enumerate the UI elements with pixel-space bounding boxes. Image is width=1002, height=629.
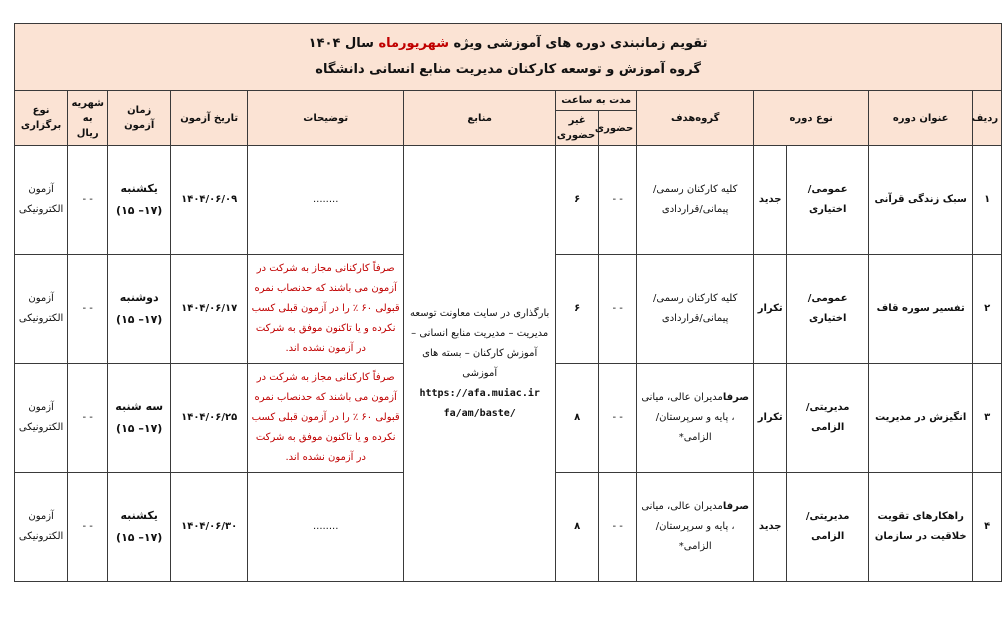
header-duration: مدت به ساعت — [556, 91, 637, 111]
header-online: غیر حضوری — [556, 111, 599, 146]
schedule-sheet — [14, 23, 999, 582]
exam-time-cell — [108, 146, 171, 255]
schedule-table — [14, 23, 1002, 582]
row-number: ۲ — [973, 255, 1002, 364]
exam-date: ۱۴۰۴/۰۶/۱۷ — [171, 255, 248, 364]
hours-in-person: - - — [599, 146, 637, 255]
target-audience — [637, 255, 754, 364]
target-audience — [637, 146, 754, 255]
exam-hours: (۱۷– ۱۵) — [116, 313, 163, 326]
target-audience — [637, 364, 754, 473]
header-exam-type: نوع برگزاری — [15, 91, 68, 146]
header-in-person: حضوری — [599, 111, 637, 146]
exam-day: سه شنبه — [115, 400, 164, 413]
header-source: منابع — [404, 91, 556, 146]
title-line-1 — [18, 31, 998, 57]
exam-day: دوشنبه — [119, 291, 159, 304]
exam-hours: (۱۷– ۱۵) — [116, 422, 163, 435]
notes: صرفاً کارکنانی مجاز به شرکت در آزمون می باشند که حدنصاب نمره قبولی ۶۰ ٪ را در آزمون قبلی کسب نکرده و یا تاکنون موفق به شرکت در آزمون نشده اند. — [248, 364, 404, 473]
notes: ........ — [248, 146, 404, 255]
hours-online: ۶ — [556, 146, 599, 255]
exam-time-cell — [108, 473, 171, 582]
exam-type: آزمون الکترونیکی — [15, 255, 68, 364]
audience-text: کلیه کارکنان رسمی/پیمانی/قراردادی — [653, 293, 738, 324]
exam-date: ۱۴۰۴/۰۶/۳۰ — [171, 473, 248, 582]
exam-type: آزمون الکترونیکی — [15, 364, 68, 473]
course-category: مدیریتی/الزامی — [787, 473, 869, 582]
source-cell — [404, 146, 556, 582]
exam-type: آزمون الکترونیکی — [15, 473, 68, 582]
fee: - - — [68, 364, 108, 473]
course-category: عمومی/اختیاری — [787, 255, 869, 364]
exam-hours: (۱۷– ۱۵) — [116, 204, 163, 217]
exam-time-cell — [108, 255, 171, 364]
hours-in-person: - - — [599, 473, 637, 582]
title-year: سال ۱۴۰۴ — [308, 36, 374, 51]
hours-online: ۸ — [556, 473, 599, 582]
source-link[interactable]: https://afa.muiac.ir fa/am/baste/ — [419, 387, 540, 419]
row-number: ۴ — [973, 473, 1002, 582]
title-month: شهریورماه — [378, 36, 450, 51]
hours-in-person: - - — [599, 255, 637, 364]
course-status: تکرار — [754, 255, 787, 364]
hours-in-person: - - — [599, 364, 637, 473]
course-title: تفسیر سوره قاف — [869, 255, 973, 364]
header-fee: شهریه به ریال — [68, 91, 108, 146]
audience-text: کلیه کارکنان رسمی/پیمانی/قراردادی — [653, 184, 738, 215]
course-title: سبک زندگی قرآنی — [869, 146, 973, 255]
header-row-no: ردیف — [973, 91, 1002, 146]
exam-day: یکشنبه — [120, 509, 158, 522]
target-audience — [637, 473, 754, 582]
course-title: انگیزش در مدیریت — [869, 364, 973, 473]
course-title: راهکارهای تقویت خلاقیت در سازمان — [869, 473, 973, 582]
exam-type: آزمون الکترونیکی — [15, 146, 68, 255]
header-exam-date: تاریخ آزمون — [171, 91, 248, 146]
fee: - - — [68, 146, 108, 255]
exam-date: ۱۴۰۴/۰۶/۰۹ — [171, 146, 248, 255]
hours-online: ۸ — [556, 364, 599, 473]
fee: - - — [68, 255, 108, 364]
audience-text: مدیران عالی، میانی ، پایه و سرپرستان/ الزامی* — [641, 501, 735, 552]
title-prefix: تقویم زمانبندی دوره های آموزشی ویژه — [453, 36, 708, 51]
audience-text: مدیران عالی، میانی ، پایه و سرپرستان/ الزامی* — [641, 392, 735, 443]
table-row — [15, 146, 1002, 255]
title-line-2: گروه آموزش و توسعه کارکنان مدیریت منابع انسانی دانشگاه — [315, 62, 701, 77]
exam-time-cell — [108, 364, 171, 473]
course-status: جدید — [754, 473, 787, 582]
page-title — [15, 24, 1002, 91]
fee: - - — [68, 473, 108, 582]
exam-day: یکشنبه — [120, 182, 158, 195]
exam-hours: (۱۷– ۱۵) — [116, 531, 163, 544]
exam-date: ۱۴۰۴/۰۶/۲۵ — [171, 364, 248, 473]
course-status: تکرار — [754, 364, 787, 473]
course-category: مدیریتی/الزامی — [787, 364, 869, 473]
course-status: جدید — [754, 146, 787, 255]
header-course: عنوان دوره — [869, 91, 973, 146]
notes: صرفاً کارکنانی مجاز به شرکت در آزمون می باشند که حدنصاب نمره قبولی ۶۰ ٪ را در آزمون قبلی کسب نکرده و یا تاکنون موفق به شرکت در آزمون نشده اند. — [248, 255, 404, 364]
audience-emphasis: صرفا — [722, 501, 750, 512]
hours-online: ۶ — [556, 255, 599, 364]
row-number: ۳ — [973, 364, 1002, 473]
header-type: نوع دوره — [754, 91, 869, 146]
header-audience: گروه‌هدف — [637, 91, 754, 146]
notes: ........ — [248, 473, 404, 582]
source-text: بارگذاری در سایت معاونت توسعه مدیریت – مدیریت منابع انسانی – آموزش کارکنان – بسته های آموزشی — [410, 307, 550, 379]
header-notes: توضیحات — [248, 91, 404, 146]
course-category: عمومی/اختیاری — [787, 146, 869, 255]
row-number: ۱ — [973, 146, 1002, 255]
header-exam-time: زمان آزمون — [108, 91, 171, 146]
audience-emphasis: صرفا — [722, 392, 750, 403]
